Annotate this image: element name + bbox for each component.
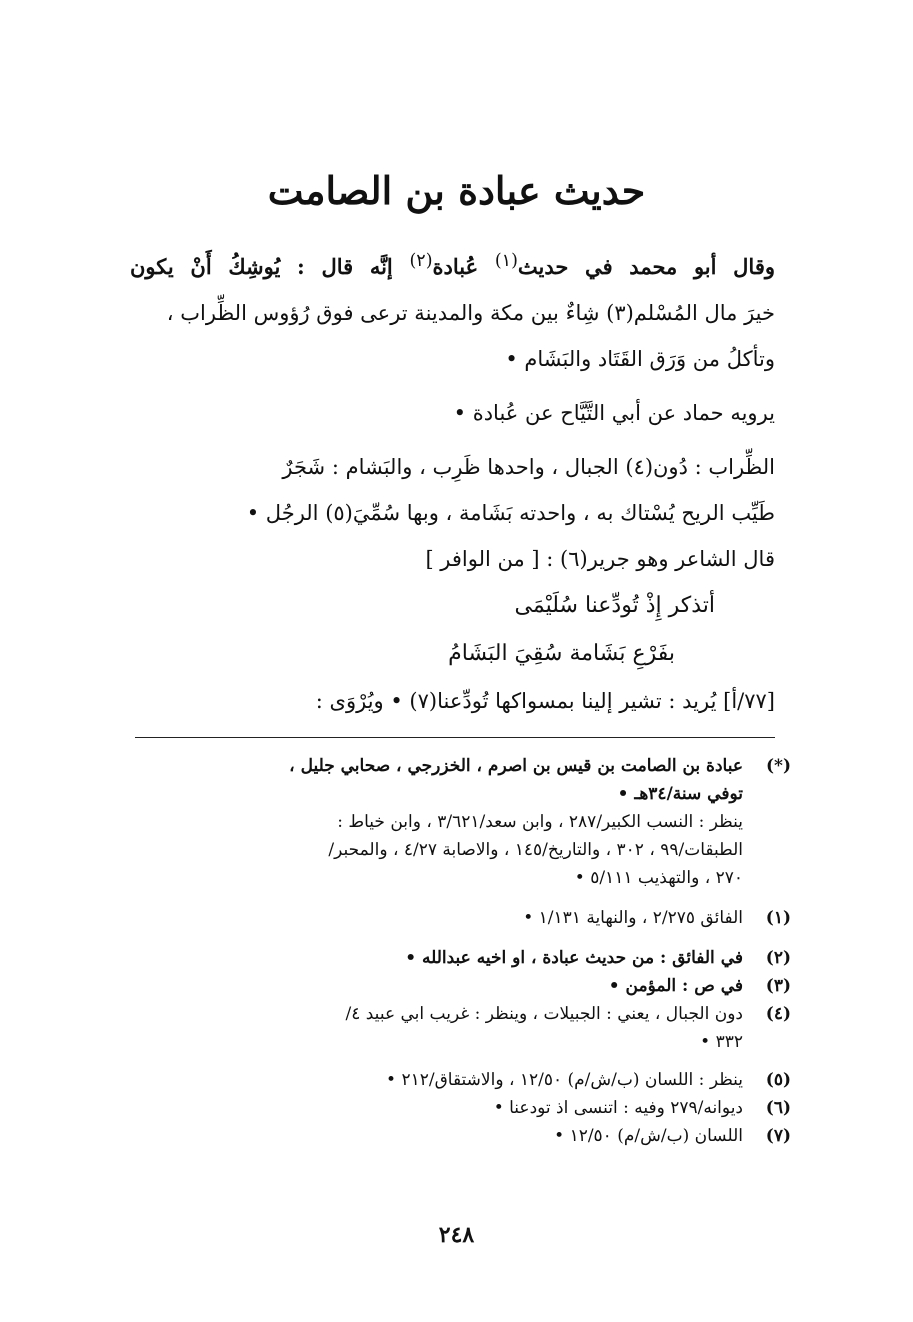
footnote-line: عبادة بن الصامت بن قيس بن اصرم ، الخزرجي ، صحابي جليل ، bbox=[289, 756, 743, 776]
footnote-3 bbox=[120, 972, 791, 1000]
text-line-2: خيرَ مال المُسْلم(٣) شِاءٌ بين مكة والمدينة ترعى فوق رُؤوس الظِّراب ، bbox=[166, 301, 775, 325]
verse-hemistich-2: بفَرْعِ بَشَامة سُقِيَ البَشَامُ bbox=[448, 641, 675, 666]
footnote-line: ينظر : اللسان (ب/ش/م) ١٢/٥٠ ، والاشتقاق/٢١٢ • bbox=[386, 1070, 743, 1090]
footnote-number: (٤) bbox=[765, 1004, 791, 1024]
footnote-5 bbox=[120, 1066, 791, 1094]
footnote-line: الفائق ٢/٢٧٥ ، والنهاية ١/١٣١ • bbox=[523, 908, 743, 928]
footnote-line: في الفائق : من حديث عبادة ، او اخيه عبدالله • bbox=[405, 948, 743, 968]
footnote-line: دون الجبال ، يعني : الجبيلات ، وينظر : غريب ابي عبيد ٤/ bbox=[345, 1004, 743, 1024]
text-line-4: يرويه حماد عن أبي التَّيَّاح عن عُبادة • bbox=[453, 401, 775, 425]
footnote-divider bbox=[135, 737, 775, 738]
chapter-title: حديث عبادة بن الصامت bbox=[267, 168, 646, 213]
footnote-line: ٢٧٠ ، والتهذيب ٥/١١١ • bbox=[574, 868, 743, 888]
text-line-7: قال الشاعر وهو جرير(٦) : [ من الوافر ] bbox=[425, 547, 775, 571]
footnote-number: (٧) bbox=[765, 1126, 791, 1146]
footnote-line: في ص : المؤمن • bbox=[608, 976, 743, 996]
main-text bbox=[130, 238, 775, 724]
footnote-7 bbox=[120, 1122, 791, 1150]
footnote-number: (٦) bbox=[765, 1098, 791, 1118]
footnote-number: (*) bbox=[766, 756, 791, 776]
text-line-1: وقال أبو محمد في حديث$^{(١)}$ عُبادة$^{(٢)}$ إنَّه قال : يُوشِكُ أَنْ يكون bbox=[130, 251, 775, 279]
footnote-4 bbox=[120, 1000, 791, 1056]
text-line-8: [٧٧/أ] يُريد : تشير إلينا بمسواكها تُودِّعنا(٧) • ويُرْوَى : bbox=[315, 689, 775, 713]
footnote-line: اللسان (ب/ش/م) ١٢/٥٠ • bbox=[554, 1126, 743, 1146]
footnote-number: (٣) bbox=[765, 976, 791, 996]
text-line-6: طَيِّب الريح يُسْتاك به ، واحدته بَشَامة ، وبها سُمِّيَ(٥) الرجُل • bbox=[246, 501, 775, 525]
footnote-star bbox=[120, 752, 791, 892]
footnote-6 bbox=[120, 1094, 791, 1122]
text-line-3: وتأكلُ من وَرَق القَتَاد والبَشَام • bbox=[505, 347, 775, 371]
footnotes bbox=[120, 752, 791, 1150]
footnote-1 bbox=[120, 904, 791, 932]
footnote-number: (١) bbox=[765, 908, 791, 928]
footnote-number: (٢) bbox=[765, 948, 791, 968]
footnote-line: ٣٣٢ • bbox=[700, 1032, 743, 1052]
footnote-line: الطبقات/٩٩ ، ٣٠٢ ، والتاريخ/١٤٥ ، والاصابة ٤/٢٧ ، والمحبر/ bbox=[328, 840, 743, 860]
verse-hemistich-1: أتذكر إِذْ تُودِّعنا سُلَيْمَى bbox=[514, 593, 715, 618]
footnote-line: توفي سنة/٣٤هـ • bbox=[617, 784, 743, 804]
footnote-number: (٥) bbox=[765, 1070, 791, 1090]
footnote-line: ينظر : النسب الكبير/٢٨٧ ، وابن سعد/٣/٦٢١ ، وابن خياط : bbox=[337, 812, 743, 832]
page-number: ٢٤٨ bbox=[438, 1222, 475, 1248]
footnote-2 bbox=[120, 944, 791, 972]
text-line-5: الظِّراب : دُون(٤) الجبال ، واحدها ظَرِب ، والبَشام : شَجَرٌ bbox=[282, 455, 775, 479]
footnote-line: ديوانه/٢٧٩ وفيه : اتنسى اذ تودعنا • bbox=[493, 1098, 743, 1118]
